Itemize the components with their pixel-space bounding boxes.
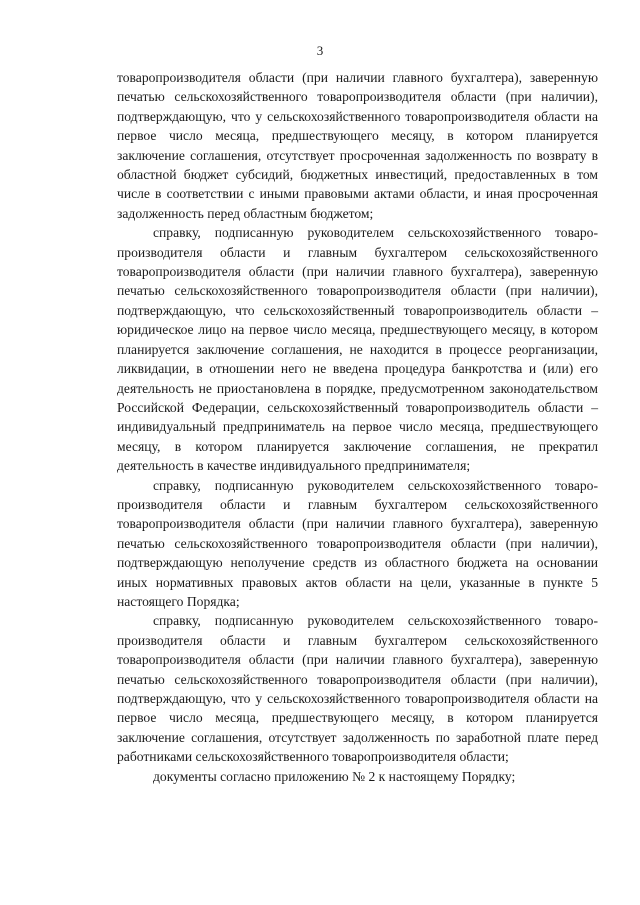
paragraph-tax-debt-certificate-continued: товаропроизводителя области (при наличии главного бухгалтера), заверенную печатью сельскохозяйственного товаропроизводителя области (при наличии), подтверждающую, что у сельскохозяйственного товаропроизводителя области на первое число месяца, предшествующего месяцу, в котором планируется заключение соглашения, отсутствует просроченная задолженность по возврату в областной бюджет субсидий, бюджетных инвестиций, предоставленных в том числе в соответствии с иными правовыми актами области, и иная просроченная задолженность перед областным бюджетом; [117, 70, 598, 221]
document-body [117, 68, 598, 786]
paragraph-appendix-documents: документы согласно приложению № 2 к настоящему Порядку; [153, 768, 516, 784]
paragraph-wage-debt-certificate: справку, подписанную руководителем сельскохозяйственного товаропроизводителя области и главным бухгалтером сельскохозяйственного товаропроизводителя области (при наличии главного бухгалтера), заверенную печатью сельскохозяйственного товаропроизводителя области (при наличии), подтверждающую, что у сельскохозяйственного товаропроизводителя области на первое число месяца, предшествующего месяцу, в котором планируется заключение соглашения, отсутствует задолженность по заработной плате перед работниками сельскохозяйственного товаропроизводителя области; [117, 613, 598, 765]
paragraph-non-receipt-certificate: справку, подписанную руководителем сельскохозяйственного товаропроизводителя области и главным бухгалтером сельскохозяйственного товаропроизводителя области (при наличии главного бухгалтера), заверенную печатью сельскохозяйственного товаропроизводителя области (при наличии), подтверждающую неполучение средств из областного бюджета на основании иных нормативных правовых актов области на цели, указанные в пункте 5 настоящего Порядка; [117, 477, 598, 609]
page-number: 3 [316, 43, 324, 58]
paragraph-reorganization-certificate: справку, подписанную руководителем сельскохозяйственного товаропроизводителя области и главным бухгалтером сельскохозяйственного товаропроизводителя области (при наличии главного бухгалтера), заверенную печатью сельскохозяйственного товаропроизводителя области (при наличии), подтверждающую, что сельскохозяйственный товаропроизводитель области – юридическое лицо на первое число месяца, предшествующего месяцу, в котором планируется заключение соглашения, не находится в процессе реорганизации, ликвидации, в отношении него не введена процедура банкротства и (или) его деятельность не приостановлена в порядке, предусмотренном законодательством Российской Федерации, сельскохозяйственный товаропроизводитель области – индивидуальный предприниматель на первое число месяца, предшествующего месяцу, в котором планируется заключение соглашения, не прекратил деятельность в качестве индивидуального предпринимателя; [117, 225, 598, 474]
